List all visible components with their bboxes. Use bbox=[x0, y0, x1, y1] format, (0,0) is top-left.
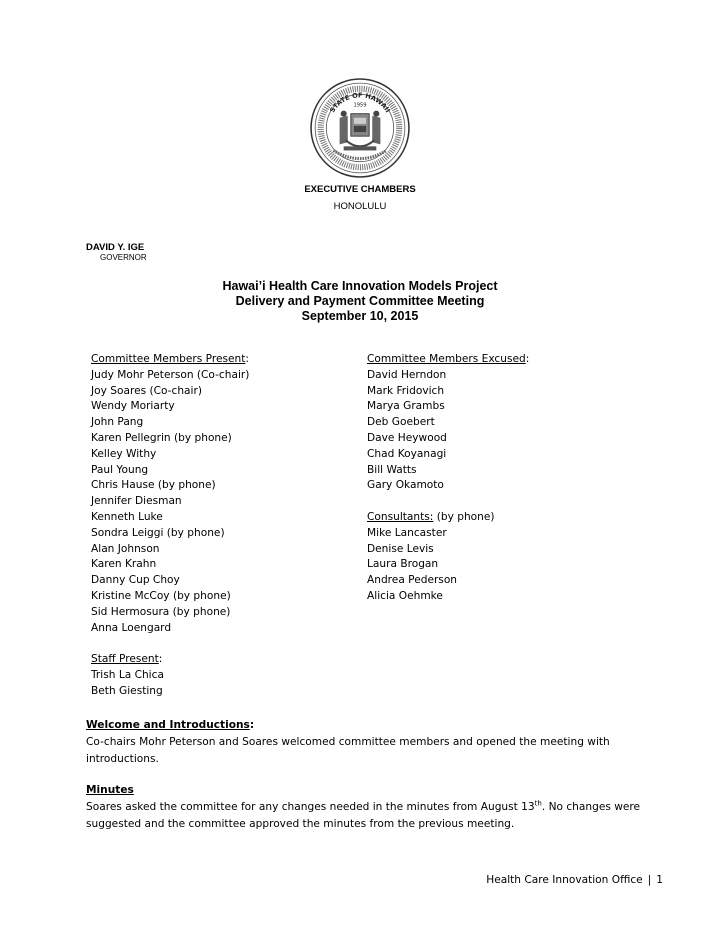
present-member: Kristine McCoy (by phone) bbox=[91, 589, 231, 602]
present-member: Jennifer Diesman bbox=[91, 495, 182, 508]
excused-member: Deb Goebert bbox=[367, 416, 435, 429]
staff-member: Beth Giesting bbox=[91, 684, 163, 697]
excused-column bbox=[367, 352, 529, 605]
consultant: Mike Lancaster bbox=[367, 526, 447, 539]
present-member: Chris Hause (by phone) bbox=[91, 479, 216, 492]
present-member: Alan Johnson bbox=[91, 542, 160, 555]
consultant: Laura Brogan bbox=[367, 558, 439, 571]
seal-top-text: STATE OF HAWAII bbox=[328, 91, 392, 115]
footer-separator: | bbox=[647, 874, 652, 886]
present-member: Sondra Leiggi (by phone) bbox=[91, 526, 225, 539]
present-heading: Committee Members Present: bbox=[91, 353, 249, 365]
consultant: Alicia Oehmke bbox=[367, 589, 443, 602]
present-member: Judy Mohr Peterson (Co-chair) bbox=[91, 368, 250, 381]
present-member: Karen Krahn bbox=[91, 558, 157, 571]
excused-member: Marya Grambs bbox=[367, 400, 445, 413]
seal-year: 1959 bbox=[353, 102, 367, 109]
page-footer bbox=[486, 874, 663, 886]
governor-name: DAVID Y. IGE bbox=[86, 242, 145, 253]
present-member: Anna Loengard bbox=[91, 621, 172, 634]
document-title-line2: Delivery and Payment Committee Meeting bbox=[235, 294, 485, 308]
present-column bbox=[91, 352, 249, 700]
excused-member: Dave Heywood bbox=[367, 431, 447, 444]
minutes-heading: Minutes bbox=[86, 784, 134, 796]
present-member: Wendy Moriarty bbox=[91, 400, 175, 413]
document-title-line1: Hawai’i Health Care Innovation Models Project bbox=[222, 279, 498, 293]
present-member: Paul Young bbox=[91, 463, 149, 476]
staff-heading: Staff Present: bbox=[91, 653, 163, 666]
welcome-text: Co-chairs Mohr Peterson and Soares welcomed committee members and opened the meeting with introductions. bbox=[86, 736, 610, 765]
excused-member: Gary Okamoto bbox=[367, 479, 444, 492]
excused-member: Mark Fridovich bbox=[367, 384, 445, 397]
minutes-text: Soares asked the committee for any changes needed in the minutes from August 13th. No changes were suggested and the committee approved the minutes from the previous meeting. bbox=[86, 799, 641, 830]
governor-title: GOVERNOR bbox=[100, 253, 147, 262]
present-member: Kenneth Luke bbox=[91, 510, 163, 523]
excused-heading: Committee Members Excused: bbox=[367, 353, 530, 365]
present-member: Sid Hermosura (by phone) bbox=[91, 605, 231, 618]
excused-member: David Herndon bbox=[367, 368, 447, 381]
welcome-section bbox=[86, 717, 646, 768]
city-name: HONOLULU bbox=[333, 201, 387, 212]
consultants-heading: Consultants: (by phone) bbox=[367, 510, 495, 523]
welcome-heading: Welcome and Introductions: bbox=[86, 719, 255, 731]
present-member: Danny Cup Choy bbox=[91, 574, 180, 587]
state-seal-icon bbox=[309, 77, 411, 179]
present-member: John Pang bbox=[91, 416, 144, 429]
document-date: September 10, 2015 bbox=[301, 309, 419, 323]
excused-member: Bill Watts bbox=[367, 463, 417, 476]
minutes-section bbox=[86, 782, 646, 833]
page-number: 1 bbox=[656, 874, 663, 886]
office-name: EXECUTIVE CHAMBERS bbox=[304, 184, 416, 195]
present-member: Karen Pellegrin (by phone) bbox=[91, 431, 232, 444]
staff-member: Trish La Chica bbox=[91, 668, 164, 681]
footer-office: Health Care Innovation Office bbox=[486, 874, 643, 886]
consultant: Denise Levis bbox=[367, 542, 434, 555]
consultant: Andrea Pederson bbox=[367, 574, 458, 587]
excused-member: Chad Koyanagi bbox=[367, 447, 447, 460]
present-member: Joy Soares (Co-chair) bbox=[91, 384, 202, 397]
present-member: Kelley Withy bbox=[91, 447, 157, 460]
